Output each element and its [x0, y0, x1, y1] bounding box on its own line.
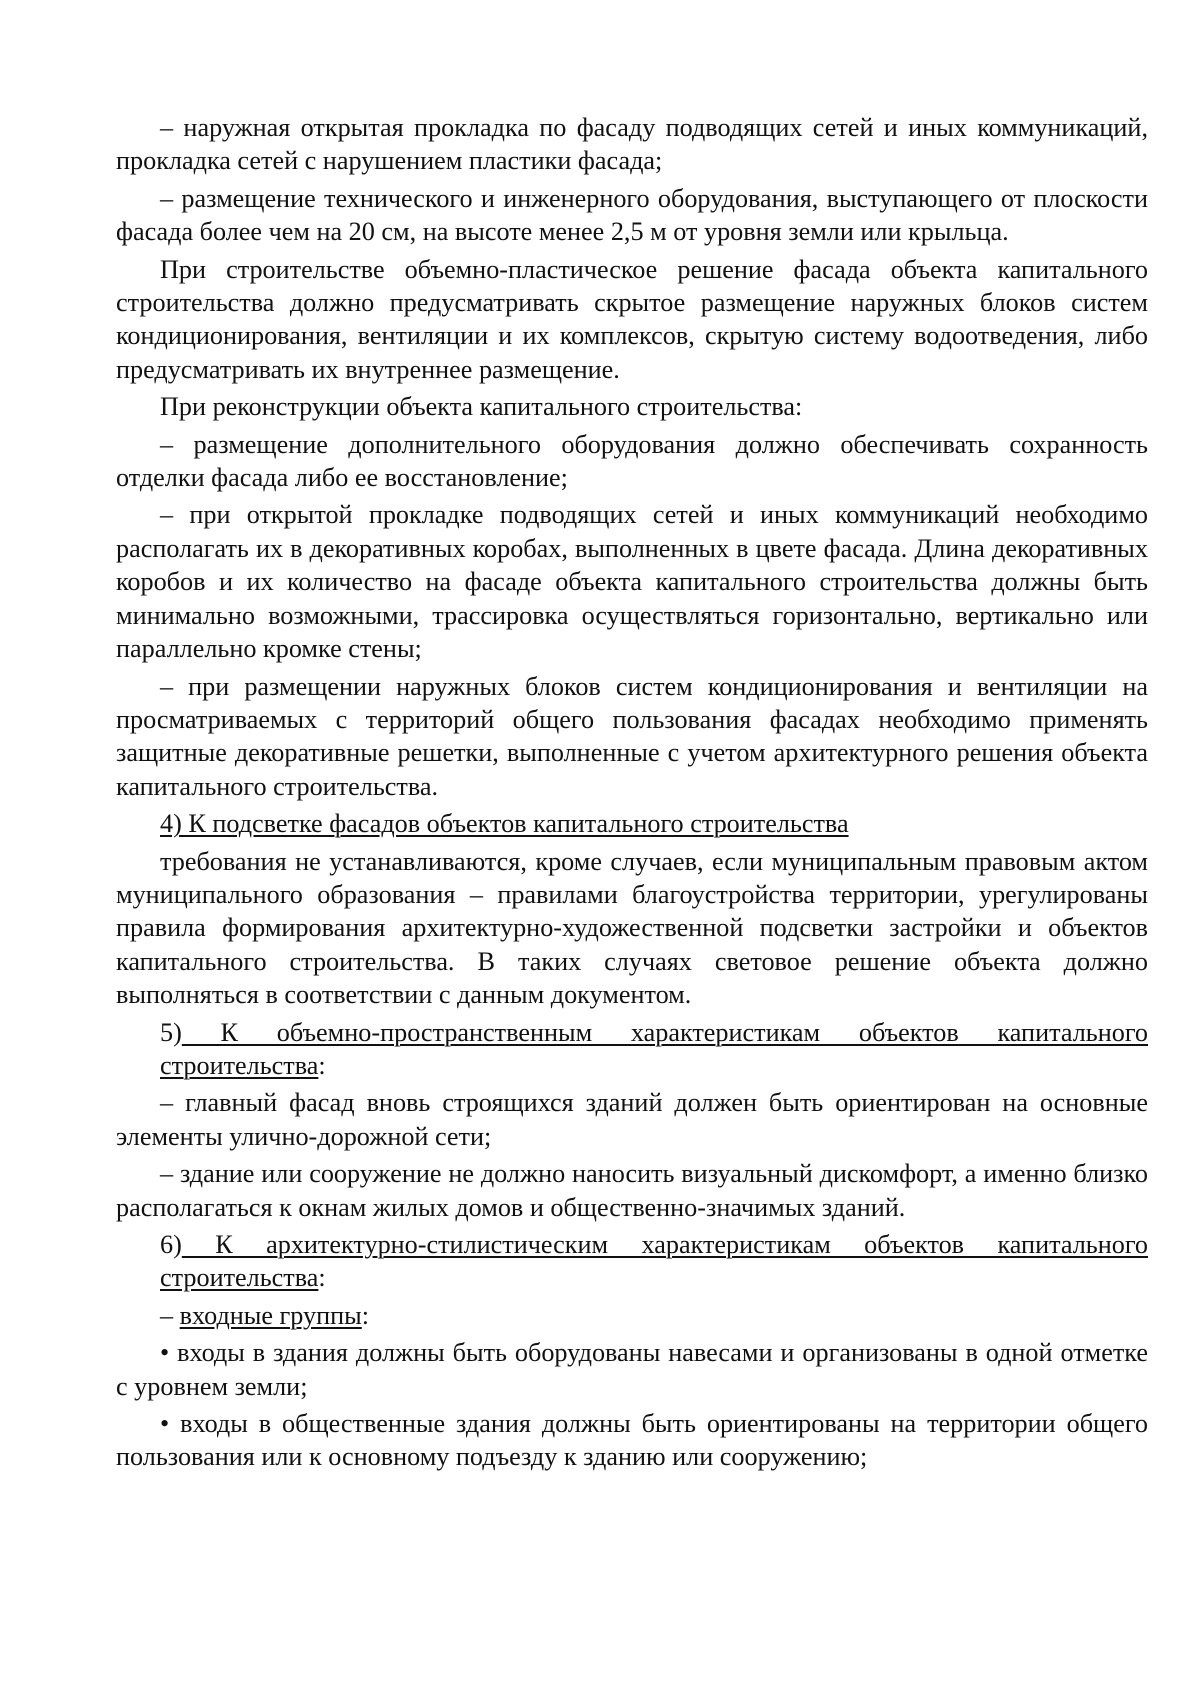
section-heading-5 [116, 1016, 1148, 1083]
section-heading-4 [116, 807, 1148, 840]
bullet-text: входы в общественные здания должны быть ориентированы на территории общего пользования или к основному подъезду к зданию или сооружению; [116, 1409, 1148, 1472]
document-page [116, 111, 1148, 1478]
paragraph: При реконструкции объекта капитального строительства: [160, 392, 803, 422]
entry-groups-label: входные группы [179, 1300, 362, 1330]
paragraph: – наружная открытая прокладка по фасаду подводящих сетей и иных коммуникаций, прокладка сетей с нарушением пластики фасада; [116, 113, 1148, 176]
bullet-icon: • [160, 1409, 170, 1439]
section-heading-5-text: К объемно-пространственным характеристикам объектов капитального строительства [160, 1017, 1148, 1080]
bullet-item [116, 1407, 1148, 1474]
section-number: 6) [160, 1230, 182, 1259]
paragraph: требования не устанавливаются, кроме случаев, если муниципальным правовым актом муниципального образования – правилами благоустройства территории, урегулированы правила формирования архитектурно-художественной подсветки застройки и объектов капитального строительства. В таких случаях световое решение объекта должно выполняться в соответствии с данным документом. [116, 846, 1148, 1010]
paragraph: – при открытой прокладке подводящих сетей и иных коммуникаций необходимо располагать их в декоративных коробах, выполненных в цвете фасада. Длина декоративных коробов и их количество на фасаде объекта капитального строительства должны быть минимально возможными, трассировка осуществляться горизонтально, вертикально или параллельно кромке стены; [116, 500, 1148, 664]
heading-colon: : [361, 1300, 370, 1330]
bullet-item [116, 1336, 1148, 1403]
dash: – [160, 1300, 180, 1330]
paragraph: – при размещении наружных блоков систем кондиционирования и вентиляции на просматриваемых с территорий общего пользования фасадах необходимо применять защитные декоративные решетки, выполненные с учетом архитектурного решения объекта капитального строительства. [116, 671, 1148, 801]
paragraph: – размещение дополнительного оборудования должно обеспечивать сохранность отделки фасада либо ее восстановление; [116, 429, 1148, 493]
bullet-icon: • [160, 1338, 170, 1368]
section-heading-4-text: 4) К подсветке фасадов объектов капитального строительства [160, 809, 849, 839]
paragraph: При строительстве объемно-пластическое решение фасада объекта капитального строительства должно предусматривать скрытое размещение наружных блоков систем кондиционирования, вентиляции и их комплексов, скрытую систему водоотведения, либо предусматривать их внутреннее размещение. [116, 254, 1148, 384]
paragraph: – размещение технического и инженерного оборудования, выступающего от плоскости фасада более чем на 20 см, на высоте менее 2,5 м от уровня земли или крыльца. [116, 183, 1148, 247]
heading-colon: : [318, 1263, 326, 1293]
section-number: 5) [160, 1017, 182, 1047]
heading-colon: : [318, 1050, 326, 1080]
entry-groups-heading [116, 1299, 1148, 1332]
section-heading-6 [116, 1228, 1148, 1295]
section-heading-6-text: К архитектурно-стилистическим характеристикам объектов капитального строительства [160, 1230, 1148, 1293]
paragraph: – здание или сооружение не должно наносить визуальный дискомфорт, а именно близко располагаться к окнам жилых домов и общественно-значимых зданий. [116, 1159, 1148, 1222]
bullet-text: входы в здания должны быть оборудованы навесами и организованы в одной отметке с уровнем земли; [116, 1338, 1148, 1401]
paragraph: – главный фасад вновь строящихся зданий должен быть ориентирован на основные элементы улично-дорожной сети; [116, 1088, 1148, 1151]
